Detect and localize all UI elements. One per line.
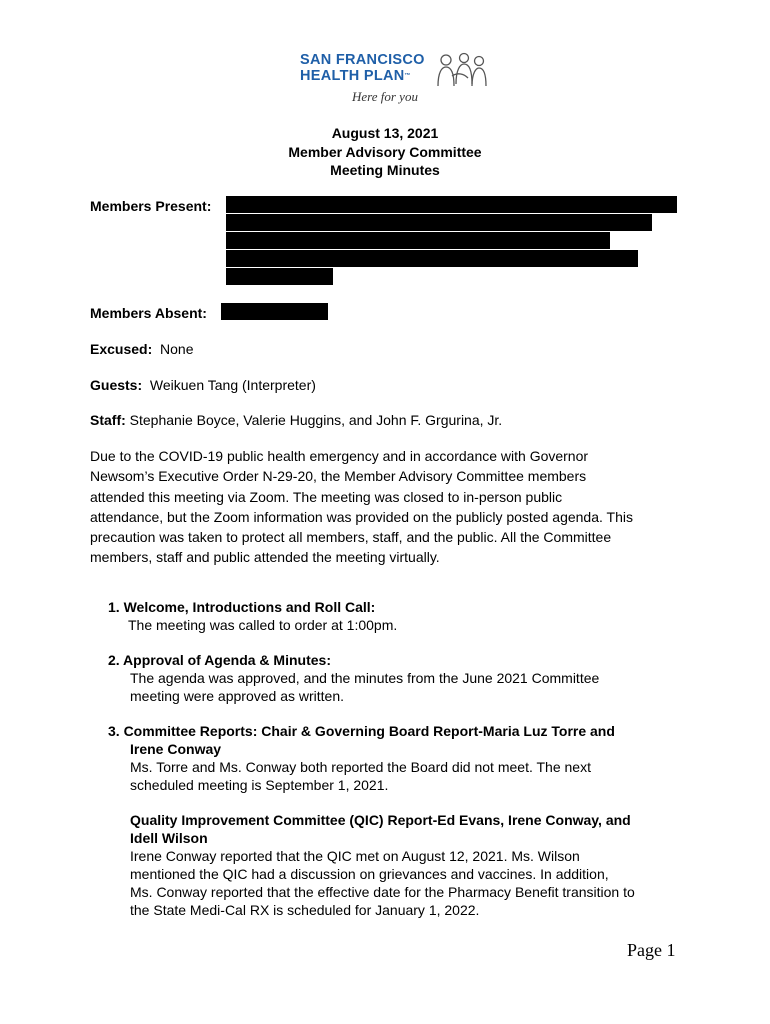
redaction-bar [226, 196, 677, 213]
guests-label: Guests: [90, 377, 143, 393]
item-3-heading-line: 3. Committee Reports: Chair & Governing Board Report-Maria Luz Torre and [108, 723, 615, 739]
page-number: Page 1 [627, 940, 676, 960]
redaction-bar [226, 214, 652, 231]
qic-heading-line: Idell Wilson [130, 830, 208, 846]
item-2-heading: 2. Approval of Agenda & Minutes: [108, 652, 331, 668]
family-figures-icon [434, 52, 492, 88]
qic-body-line: the State Medi-Cal RX is scheduled for January 1, 2022. [130, 902, 480, 918]
qic-body [130, 847, 635, 919]
staff-row [90, 411, 502, 429]
qic-body-line: Irene Conway reported that the QIC met on August 12, 2021. Ms. Wilson [130, 848, 580, 864]
redaction-bar [226, 268, 333, 285]
excused-label: Excused: [90, 341, 153, 357]
qic-heading-line: Quality Improvement Committee (QIC) Report-Ed Evans, Irene Conway, and [130, 812, 631, 828]
item-3-body-line: Ms. Torre and Ms. Conway both reported the Board did not meet. The next [130, 759, 591, 775]
logo-name-line2: HEALTH PLAN™ [300, 68, 411, 84]
health-plan-logo [300, 52, 500, 112]
qic-body-line: Ms. Conway reported that the effective date for the Pharmacy Benefit transition to [130, 884, 635, 900]
item-2-body-line: The agenda was approved, and the minutes from the June 2021 Committee [130, 670, 600, 686]
committee-name: Member Advisory Committee [288, 143, 482, 160]
staff-value: Stephanie Boyce, Valerie Huggins, and John F. Grgurina, Jr. [129, 412, 503, 428]
members-absent-label: Members Absent: [90, 305, 207, 321]
redaction-bar [226, 232, 610, 249]
intro-line: attendance, but the Zoom information was provided on the publicly posted agenda. This [90, 508, 633, 525]
item-1-heading: 1. Welcome, Introductions and Roll Call: [108, 599, 376, 615]
staff-label: Staff: [90, 412, 126, 428]
redaction-bar [221, 303, 328, 320]
item-3-body-line: scheduled meeting is September 1, 2021. [130, 777, 389, 793]
intro-line: Newsom’s Executive Order N-29-20, the Member Advisory Committee members [90, 468, 587, 485]
intro-line: attended this meeting via Zoom. The meeting was closed to in-person public [90, 488, 563, 505]
document-title [0, 124, 770, 180]
item-3-heading [108, 722, 615, 758]
intro-paragraph [90, 446, 690, 568]
logo-tagline: Here for you [352, 89, 418, 104]
excused-value: None [160, 341, 194, 357]
qic-heading [130, 811, 631, 847]
intro-line: Due to the COVID-19 public health emergency and in accordance with Governor [90, 448, 589, 464]
qic-body-line: mentioned the QIC had a discussion on grievances and vaccines. In addition, [130, 866, 609, 882]
intro-line: members, staff and public attended the meeting virtually. [90, 549, 440, 566]
logo-trademark: ™ [404, 73, 411, 79]
item-1-body: The meeting was called to order at 1:00pm. [128, 617, 398, 633]
members-present-label: Members Present: [90, 198, 212, 214]
item-3-heading-line: Irene Conway [130, 741, 222, 757]
item-2-body-line: meeting were approved as written. [130, 688, 344, 704]
meeting-date: August 13, 2021 [331, 125, 439, 141]
guests-value: Weikuen Tang (Interpreter) [149, 377, 316, 393]
item-2-body [130, 669, 599, 705]
guests-row [90, 376, 316, 394]
item-3-body [130, 758, 591, 794]
redaction-bar [226, 250, 638, 267]
document-type: Meeting Minutes [330, 162, 440, 178]
logo-name-line1: SAN FRANCISCO [300, 52, 425, 68]
excused-row [90, 340, 194, 358]
intro-line: precaution was taken to protect all members, staff, and the public. All the Committee [90, 529, 612, 546]
